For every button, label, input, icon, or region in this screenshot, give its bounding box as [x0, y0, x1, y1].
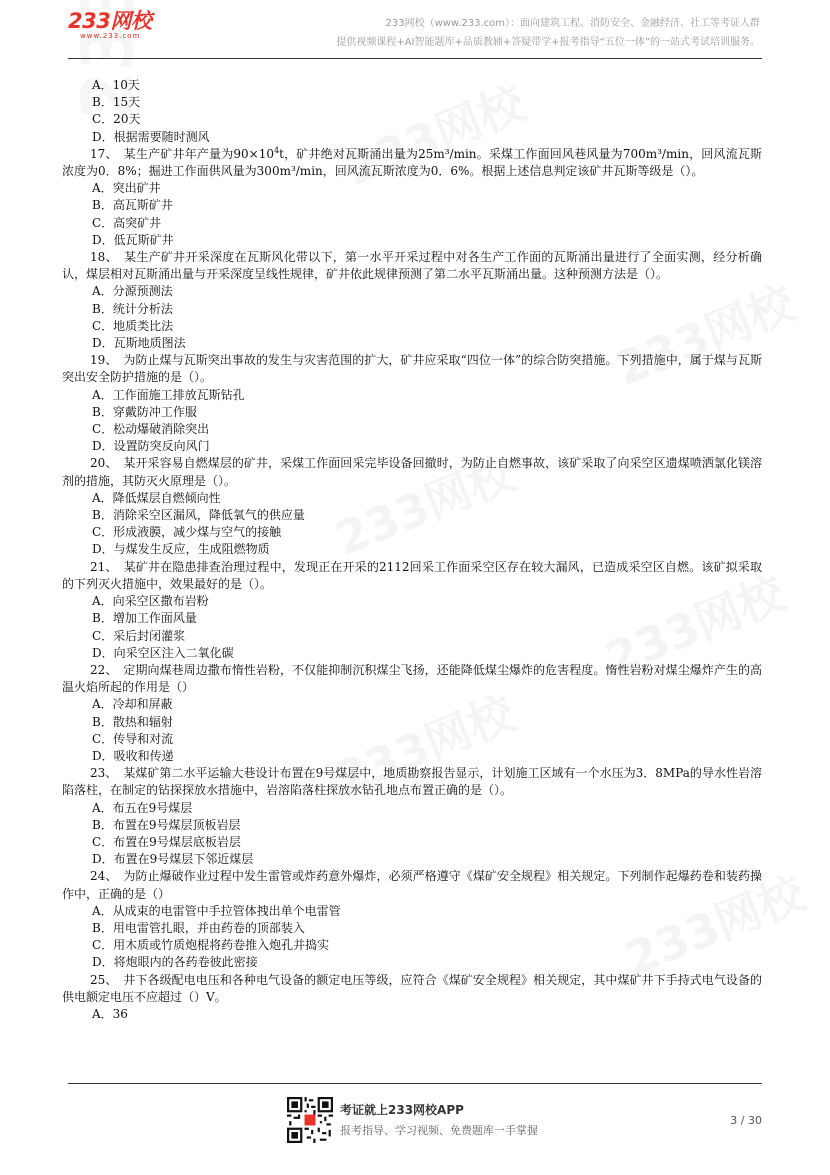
question-stem: 25、 井下各级配电电压和各种电气设备的额定电压等级，应符合《煤矿安全规程》相关规定，其中煤矿井下手持式电气设备的供电额定电压不应超过（）V。 — [62, 972, 762, 1004]
option-d: D．与煤发生反应，生成阻燃物质 — [92, 542, 270, 557]
option-d: D．根据需要随时测风 — [92, 129, 210, 144]
question-stem — [62, 146, 762, 180]
option-b: B．穿戴防冲工作服 — [92, 404, 197, 419]
option-d: D．布置在9号煤层下邻近煤层 — [92, 852, 254, 867]
page-number: 3 / 30 — [730, 1114, 762, 1127]
logo-wordmark: 233网校 — [68, 9, 152, 33]
option-a: A．工作面施工排放瓦斯钻孔 — [92, 387, 245, 402]
app-promo-title: 考证就上233网校APP — [340, 1103, 464, 1117]
option-b: B．消除采空区漏风，降低氧气的供应量 — [92, 508, 305, 523]
option-c: C．用木质或竹质炮棍将药卷推入炮孔并捣实 — [92, 938, 330, 953]
qr-code-icon[interactable] — [287, 1097, 333, 1143]
option-b: B．散热和辐射 — [92, 714, 173, 729]
question-stem: 20、 某开采容易自燃煤层的矿井，采煤工作面回采完毕设备回撤时，为防止自燃事故，该矿采取了向采空区遗煤喷洒氯化镁溶剂的措施，其防灭火原理是（）。 — [62, 456, 762, 488]
option-a: A．向采空区撒布岩粉 — [92, 594, 209, 609]
question-22 — [62, 662, 762, 765]
question-21 — [62, 559, 762, 662]
header-line-1: 233网校（www.233.com）：面向建筑工程、消防安全、金融经济、社工等考证人群 — [385, 18, 760, 29]
option-b: B．统计分析法 — [92, 301, 173, 316]
app-promo-subtitle: 报考指导、学习视频、免费题库一手掌握 — [340, 1124, 538, 1137]
question-25 — [62, 972, 762, 1024]
question-20 — [62, 455, 762, 558]
question-stem: 23、 某煤矿第二水平运输大巷设计布置在9号煤层中，地质勘察报告显示，计划施工区域有一个水压为3．8MPa的导水性岩溶陷落柱，在制定的钻探探放水措施中，岩溶陷落柱探放水钻孔地点布置正确的是（）。 — [62, 766, 762, 798]
option-d: D．向采空区注入二氧化碳 — [92, 645, 234, 660]
option-a: A．突出矿井 — [92, 181, 161, 196]
option-c: C．地质类比法 — [92, 318, 174, 333]
option-d: D．设置防突反向风门 — [92, 439, 210, 454]
option-c: C．高突矿井 — [92, 215, 162, 230]
option-b: B．用电雷管扎眼，并由药卷的顶部装入 — [92, 920, 305, 935]
option-a: A．降低煤层自燃倾向性 — [92, 490, 221, 505]
option-c: C．松动爆破消除突出 — [92, 422, 210, 437]
option-c: C．20天 — [92, 112, 141, 127]
option-a: A．布五在9号煤层 — [92, 800, 193, 815]
stem-text: 17、 某生产矿井年产量为90×10 — [90, 146, 275, 161]
question-stem: 19、 为防止煤与瓦斯突出事故的发生与灾害范围的扩大，矿井应采取“四位一体”的综合防突措施。下列措施中，属于煤与瓦斯突出安全防护措施的是（）。 — [62, 353, 762, 385]
header-divider — [68, 58, 762, 59]
option-b: B．高瓦斯矿井 — [92, 198, 173, 213]
question-17 — [62, 146, 762, 249]
option-c: C．形成液膜，减少煤与空气的接触 — [92, 525, 282, 540]
question-24 — [62, 868, 762, 971]
question-stem: 18、 某生产矿井开采深度在瓦斯风化带以下，第一水平开采过程中对各生产工作面的瓦斯涌出量进行了全面实测，经分析确认，煤层相对瓦斯涌出量与开采深度呈线性规律，矿井依此规律预测了第二水平瓦斯涌出量。这种预测方法是（）。 — [62, 250, 762, 282]
question-23 — [62, 765, 762, 868]
option-a: A．36 — [92, 1006, 128, 1021]
option-a: A．分源预测法 — [92, 284, 173, 299]
option-d: D．将炮眼内的各药卷彼此密接 — [92, 955, 258, 970]
option-c: C．传导和对流 — [92, 731, 174, 746]
question-list — [62, 77, 762, 1023]
question-stem: 21、 某矿井在隐患排查治理过程中，发现正在开采的2112回采工作面采空区存在较大漏风，已造成采空区自燃。该矿拟采取的下列灭火措施中，效果最好的是（）。 — [62, 559, 762, 591]
footer-divider — [68, 1083, 762, 1084]
stem-superscript: 4 — [274, 145, 280, 155]
option-d: D．瓦斯地质图法 — [92, 336, 186, 351]
question-19 — [62, 352, 762, 455]
option-b: B．增加工作面风量 — [92, 611, 197, 626]
option-c: C．布置在9号煤层底板岩层 — [92, 834, 241, 849]
question-stem: 22、 定期向煤巷周边撒布惰性岩粉，不仅能抑制沉积煤尘飞扬，还能降低煤尘爆炸的危害程度。惰性岩粉对煤尘爆炸产生的高温火焰所起的作用是（） — [62, 662, 762, 695]
header-line-2: 提供视频课程+AI智能题库+品质教辅+答疑带学+报考指导“五位一体”的一站式考试培训服务。 — [336, 37, 760, 48]
option-b: B．布置在9号煤层顶板岩层 — [92, 817, 241, 832]
question-stem: 24、 为防止爆破作业过程中发生雷管或炸药意外爆炸，必须严格遵守《煤矿安全规程》相关规定。下列制作起爆药卷和装药操作中，正确的是（） — [62, 869, 762, 901]
stem-text: t，矿井绝对瓦斯涌出量为25m³/min。采煤工作面回风巷风量为700m³/min，回风流瓦斯浓度为0．8%；掘进工作面供风量为300m³/min，回风流瓦斯浓度为0．6%。根据上述信息判定该矿井瓦斯等级是（）。 — [62, 146, 762, 179]
option-a: A．10天 — [92, 78, 140, 92]
logo-url: www.233.com — [80, 32, 141, 40]
option-a: A．从成束的电雷管中手拉管体拽出单个电雷管 — [92, 903, 341, 918]
option-d: D．低瓦斯矿井 — [92, 232, 174, 247]
question-16-tail — [62, 77, 762, 146]
option-a: A．冷却和屏蔽 — [92, 697, 173, 712]
option-b: B．15天 — [92, 95, 141, 110]
option-c: C．采后封闭灌浆 — [92, 628, 186, 643]
option-d: D．吸收和传递 — [92, 748, 174, 763]
question-18 — [62, 249, 762, 352]
header-tagline — [336, 14, 760, 52]
